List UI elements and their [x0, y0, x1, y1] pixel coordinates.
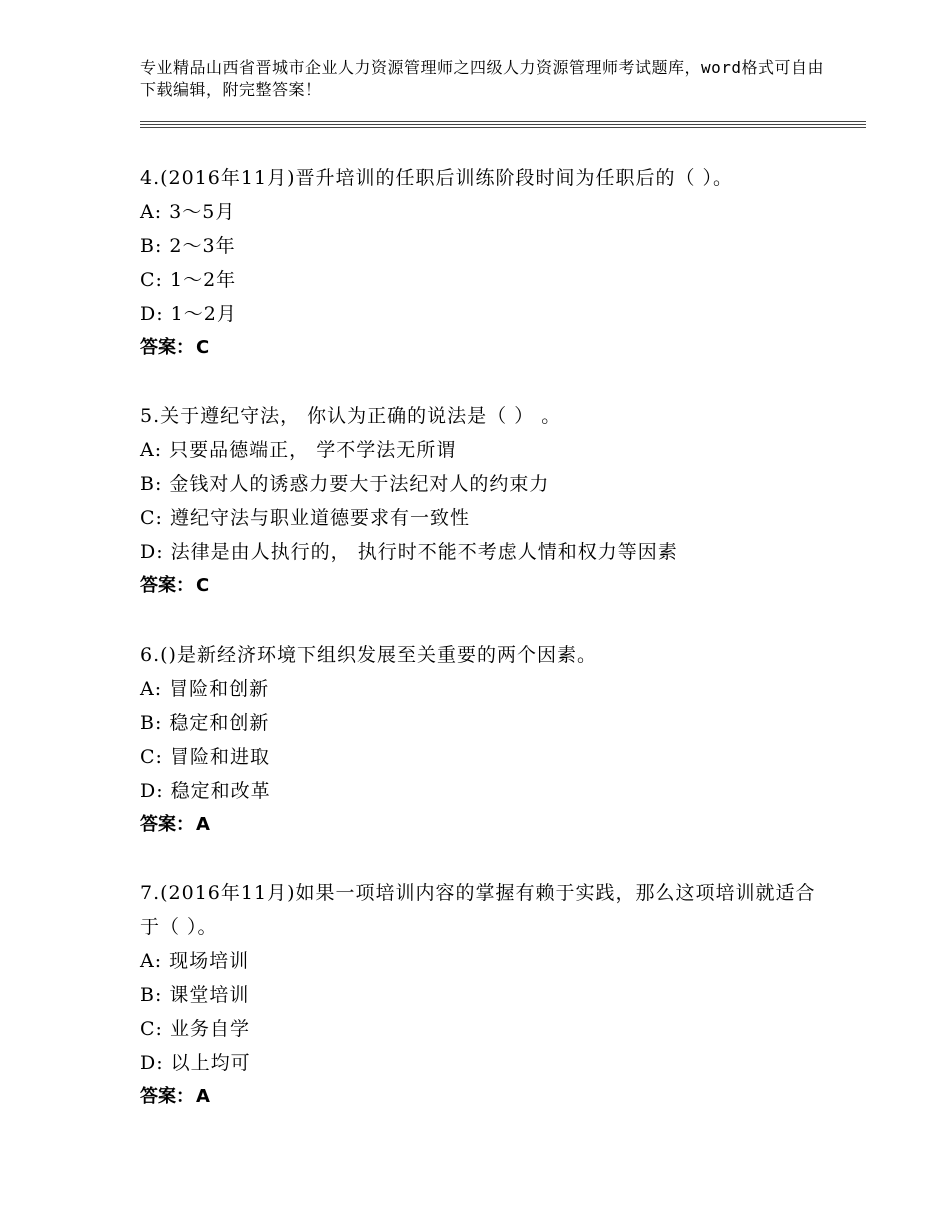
- header-divider-line-3: [140, 127, 866, 128]
- question-6: [140, 638, 830, 842]
- option-b: B: 2～3年: [140, 235, 236, 257]
- answer-line: [140, 808, 830, 842]
- question-5: [140, 399, 830, 603]
- option-a: A: 冒险和创新: [140, 678, 270, 700]
- answer-value: C: [196, 337, 210, 358]
- answer-value: A: [196, 814, 210, 835]
- answer-label: 答案：: [140, 575, 194, 596]
- option-d: D: 1～2月: [140, 303, 237, 325]
- option-c: C: 冒险和进取: [140, 746, 270, 768]
- option-b: B: 课堂培训: [140, 984, 250, 1006]
- question-stem: 7.(2016年11月)如果一项培训内容的掌握有赖于实践，那么这项培训就适合于（ ）。: [140, 882, 816, 938]
- option-d: D: 以上均可: [140, 1052, 251, 1074]
- option-d: D: 法律是由人执行的， 执行时不能不考虑人情和权力等因素: [140, 541, 678, 563]
- document-header: [140, 57, 830, 101]
- answer-line: [140, 569, 830, 603]
- option-a: A: 现场培训: [140, 950, 250, 972]
- question-stem: 4.(2016年11月)晋升培训的任职后训练阶段时间为任职后的（ ）。: [140, 167, 734, 189]
- answer-label: 答案：: [140, 814, 194, 835]
- option-c: C: 业务自学: [140, 1018, 250, 1040]
- question-4: [140, 161, 830, 365]
- option-c: C: 遵纪守法与职业道德要求有一致性: [140, 507, 470, 529]
- answer-label: 答案：: [140, 337, 194, 358]
- header-title: 专业精品山西省晋城市企业人力资源管理师之四级人力资源管理师考试题库，word格式可自由下载编辑，附完整答案！: [140, 58, 825, 99]
- option-b: B: 金钱对人的诱惑力要大于法纪对人的约束力: [140, 473, 550, 495]
- option-c: C: 1～2年: [140, 269, 237, 291]
- option-a: A: 3～5月: [140, 201, 236, 223]
- answer-line: [140, 1080, 830, 1114]
- option-b: B: 稳定和创新: [140, 712, 270, 734]
- header-divider-line-2: [140, 124, 866, 125]
- option-a: A: 只要品德端正， 学不学法无所谓: [140, 439, 457, 461]
- question-stem: 5.关于遵纪守法， 你认为正确的说法是（ ） 。: [140, 405, 562, 427]
- answer-value: C: [196, 575, 210, 596]
- question-7: [140, 876, 830, 1114]
- answer-line: [140, 331, 830, 365]
- question-stem: 6.()是新经济环境下组织发展至关重要的两个因素。: [140, 644, 597, 666]
- answer-label: 答案：: [140, 1086, 194, 1107]
- header-divider-line-1: [140, 121, 866, 122]
- option-d: D: 稳定和改革: [140, 780, 271, 802]
- answer-value: A: [196, 1086, 210, 1107]
